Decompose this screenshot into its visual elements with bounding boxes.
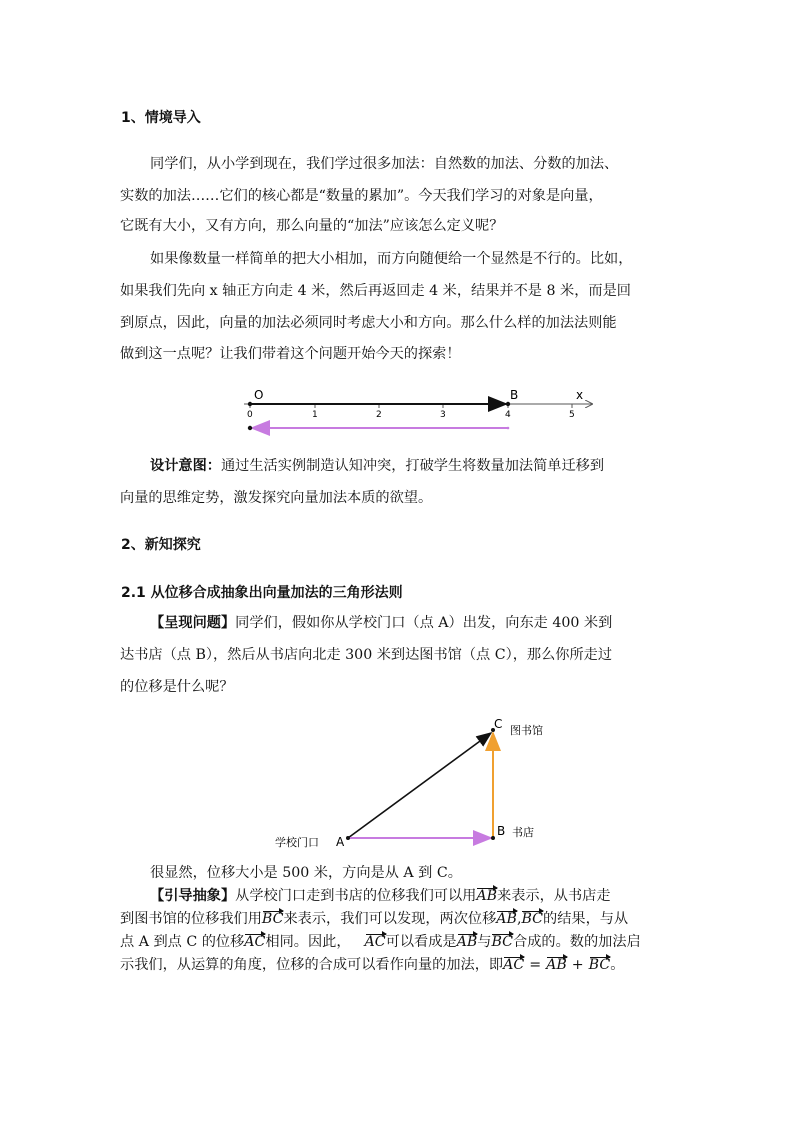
intro-line-1: 同学们，从小学到现在，我们学过很多加法：自然数的加法、分数的加法、 xyxy=(150,156,619,172)
label-o: O xyxy=(254,388,264,402)
guide-line-2 xyxy=(120,910,628,928)
label-x: x xyxy=(576,388,584,402)
point-a xyxy=(346,836,350,840)
vector-ab-text: AB xyxy=(476,888,498,904)
equation-bc: BC xyxy=(588,957,611,973)
vector-ac-text: AC xyxy=(244,934,266,950)
problem-text-1: 同学们，假如你从学校门口（点 A）出发，向东走 400 米到 xyxy=(235,615,613,631)
place-bookstore: 书店 xyxy=(512,826,534,839)
design-intent-text-1: 通过生活实例制造认知冲突，打破学生将数量加法简单迁移到 xyxy=(220,458,605,474)
tick-label-3: 3 xyxy=(440,410,446,420)
return-end-point xyxy=(248,426,252,430)
number-line-figure xyxy=(230,382,610,442)
problem-line-1 xyxy=(150,614,612,632)
section-1-title: 1、情境导入 xyxy=(121,110,201,126)
tick-label-4: 4 xyxy=(505,410,511,420)
vector-bc-text-3: BC xyxy=(491,934,514,950)
design-intent-line-1 xyxy=(150,457,604,475)
triangle-figure xyxy=(270,712,570,852)
label-c: C xyxy=(494,717,503,731)
guide-text-3b: 相同。因此， xyxy=(265,934,351,950)
intro-line-4: 如果像数量一样简单的把大小相加，而方向随便给一个显然是不行的。比如， xyxy=(150,251,633,267)
guide-text-2b: 来表示，我们可以发现，两次位移 xyxy=(283,911,497,927)
vector-ac xyxy=(348,733,491,838)
vector-comma: , xyxy=(516,911,522,927)
intro-line-6: 到原点，因此，向量的加法必须同时考虑大小和方向。那么什么样的加法法则能 xyxy=(120,315,617,331)
point-o xyxy=(248,402,252,406)
guide-text-3e: 合成的。数的加法启 xyxy=(513,934,641,950)
obvious-line: 很显然，位移大小是 500 米，方向是从 A 到 C。 xyxy=(150,865,462,881)
point-b xyxy=(506,402,510,406)
equation-end: 。 xyxy=(610,957,625,973)
vector-bc-text-2: BC xyxy=(521,911,543,927)
tick-label-5: 5 xyxy=(569,410,575,420)
guide-text-3c: 可以看成是 xyxy=(385,934,457,950)
vector-ac-text-2: AC xyxy=(364,934,386,950)
place-library: 图书馆 xyxy=(510,724,543,737)
intro-line-2: 实数的加法……它们的核心都是“数量的累加”。今天我们学习的对象是向量， xyxy=(120,188,603,204)
tick-label-0: 0 xyxy=(247,410,253,420)
subsection-title: 2.1 从位移合成抽象出向量加法的三角形法则 xyxy=(121,585,403,601)
problem-line-3: 的位移是什么呢？ xyxy=(120,679,234,695)
guide-text-4a: 示我们，从运算的角度，位移的合成可以看作向量的加法，即 xyxy=(120,957,504,973)
label-b: B xyxy=(510,388,519,402)
return-start-point xyxy=(507,427,510,430)
section-2-title: 2、新知探究 xyxy=(121,537,201,553)
guide-line-3 xyxy=(120,933,641,951)
guide-text-2c: 的结果，与从 xyxy=(543,911,629,927)
vector-bc-text: BC xyxy=(261,911,284,927)
guide-text-3a: 点 A 到点 C 的位移 xyxy=(120,934,245,950)
intro-line-5: 如果我们先向 x 轴正方向走 4 米，然后再返回走 4 米，结果并不是 8 米，而是回 xyxy=(120,283,631,299)
problem-line-2: 达书店（点 B），然后从书店向北走 300 米到达图书馆（点 C），那么你所走过 xyxy=(120,647,613,663)
place-school-gate: 学校门口 xyxy=(275,836,319,849)
intro-line-3: 它既有大小，又有方向，那么向量的“加法”应该怎么定义呢？ xyxy=(120,218,504,234)
point-b-triangle xyxy=(491,836,495,840)
guide-line-1 xyxy=(150,887,611,905)
intro-line-7: 做到这一点呢？让我们带着这个问题开始今天的探索！ xyxy=(120,346,461,362)
tick-label-2: 2 xyxy=(376,410,382,420)
label-a: A xyxy=(336,835,345,849)
guide-text-1a: 从学校门口走到书店的位移我们可以用 xyxy=(235,888,477,904)
equation-ab: AB xyxy=(546,957,567,973)
vector-ab-text-2: AB xyxy=(496,911,517,927)
label-b-triangle: B xyxy=(497,824,506,838)
guide-text-3d: 与 xyxy=(477,934,492,950)
vector-ab-text-3: AB xyxy=(456,934,478,950)
guide-text-2a: 到图书馆的位移我们用 xyxy=(120,911,262,927)
tick-label-1: 1 xyxy=(312,410,318,420)
problem-label: 【呈现问题】 xyxy=(150,615,236,631)
equation-plus: + xyxy=(571,957,584,973)
guide-label: 【引导抽象】 xyxy=(150,888,236,904)
equation-equals: = xyxy=(529,957,542,973)
equation-ac: AC xyxy=(503,957,525,973)
design-intent-line-2: 向量的思维定势，激发探究向量加法本质的欲望。 xyxy=(120,490,433,506)
guide-line-4 xyxy=(120,956,624,974)
guide-text-1b: 来表示，从书店走 xyxy=(497,888,611,904)
design-intent-label: 设计意图： xyxy=(150,458,221,474)
